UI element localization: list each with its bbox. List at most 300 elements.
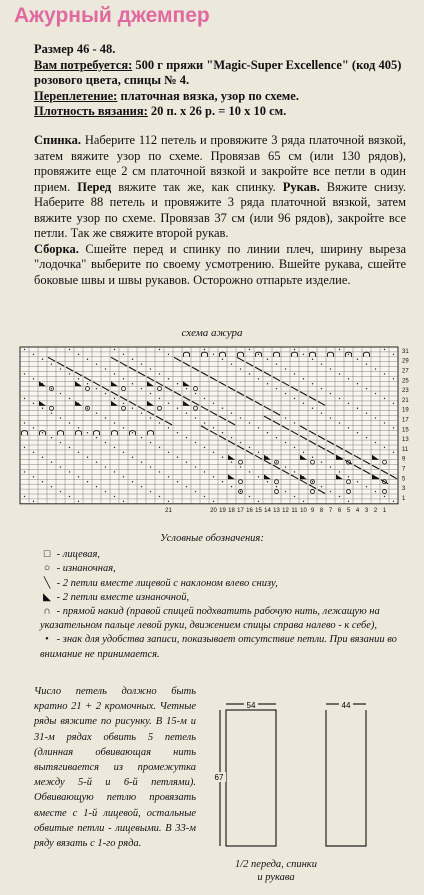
dot-mark <box>105 393 106 394</box>
dot-mark <box>42 432 43 433</box>
dot-mark <box>366 437 367 438</box>
legend <box>0 532 424 662</box>
instructions <box>34 133 406 288</box>
dot-mark <box>249 471 250 472</box>
dot-mark <box>330 466 331 467</box>
dot-mark <box>186 437 187 438</box>
dot-mark <box>141 437 142 438</box>
dot-mark <box>204 422 205 423</box>
col-number: 6 <box>337 507 342 514</box>
dot-mark <box>339 373 340 374</box>
dot-mark <box>159 349 160 350</box>
dot-mark <box>33 476 34 477</box>
dot-mark <box>222 481 223 482</box>
dot-mark <box>24 471 25 472</box>
dot-mark <box>78 427 79 428</box>
legend-text: - 2 петли вместе лицевой с наклоном влево снизу, <box>54 577 278 589</box>
body-height-label: 67 <box>214 773 224 782</box>
materials-line <box>34 58 404 89</box>
col-number: 9 <box>310 507 315 514</box>
dot-mark <box>96 363 97 364</box>
dot-mark <box>204 447 205 448</box>
dot-mark <box>285 393 286 394</box>
dot-mark <box>357 481 358 482</box>
front-label: Перед <box>70 179 112 194</box>
dot-mark <box>267 383 268 384</box>
col-number: 11 <box>291 507 298 514</box>
row-number: 15 <box>402 427 409 434</box>
dot-mark <box>42 359 43 360</box>
row-number: 27 <box>402 368 409 375</box>
dot-mark <box>168 452 169 453</box>
dot-mark <box>132 383 133 384</box>
dot-mark <box>384 496 385 497</box>
dot-mark <box>249 447 250 448</box>
dot-mark <box>249 496 250 497</box>
dot-mark <box>303 501 304 502</box>
dot-mark <box>195 442 196 443</box>
dot-mark <box>384 349 385 350</box>
density-label: Плотность вязания: <box>34 104 148 118</box>
dot-mark <box>285 368 286 369</box>
dot-mark <box>150 466 151 467</box>
body-outline <box>226 710 276 846</box>
density-text: 20 п. х 26 р. = 10 х 10 см. <box>147 104 287 118</box>
dot-mark <box>267 481 268 482</box>
dot-mark <box>339 398 340 399</box>
materials-text: 500 г пряжи "Magic-Super Excellence" (код 405) розового цвета, спицы № 4. <box>34 57 402 87</box>
col-number: 8 <box>319 507 324 514</box>
dot-mark <box>123 378 124 379</box>
circle-icon: ○ <box>43 563 51 575</box>
dot-mark <box>60 393 61 394</box>
col-number: 17 <box>237 507 244 514</box>
dot-mark <box>60 442 61 443</box>
dot-mark <box>150 393 151 394</box>
dot-mark <box>60 368 61 369</box>
dot-mark <box>294 398 295 399</box>
dot-mark <box>141 412 142 413</box>
weave-text: платочная вязка, узор по схеме. <box>117 88 299 103</box>
row-number: 23 <box>402 388 409 395</box>
dot-mark <box>375 491 376 492</box>
dot-mark <box>375 442 376 443</box>
row-number: 25 <box>402 378 409 385</box>
dot-mark <box>276 461 277 462</box>
assembly-label: Сборка. <box>34 241 79 256</box>
col-number: 2 <box>373 507 378 514</box>
dot-mark <box>240 442 241 443</box>
dot-mark <box>231 437 232 438</box>
assembly-paragraph <box>34 242 406 289</box>
dot-mark <box>213 354 214 355</box>
dot-mark <box>60 417 61 418</box>
materials-label: Вам потребуется: <box>34 57 133 72</box>
dot-mark <box>141 363 142 364</box>
dot-mark <box>33 501 34 502</box>
pattern-caption-line: и рукава <box>257 872 295 883</box>
dot-mark <box>339 496 340 497</box>
dot-mark <box>330 368 331 369</box>
dot-mark <box>231 461 232 462</box>
row-number: 3 <box>402 486 406 493</box>
dot-mark <box>33 403 34 404</box>
pattern-diagram <box>208 700 408 850</box>
dot-mark <box>393 452 394 453</box>
dot-mark <box>384 422 385 423</box>
dot-mark <box>231 486 232 487</box>
legend-item-nostitch <box>0 633 424 661</box>
sleeve-width-label: 44 <box>341 701 351 710</box>
row-number: 7 <box>402 466 406 473</box>
weave-line <box>34 89 404 105</box>
dot-mark <box>60 491 61 492</box>
dot-mark <box>78 501 79 502</box>
dot-mark <box>213 427 214 428</box>
dot-mark <box>330 491 331 492</box>
col-number: 20 <box>210 507 217 514</box>
dot-mark <box>141 461 142 462</box>
dot-mark <box>312 359 313 360</box>
dot-mark <box>357 432 358 433</box>
dot-mark <box>24 349 25 350</box>
dot-mark <box>150 368 151 369</box>
sleeve-label: Рукав. <box>275 179 320 194</box>
dot-mark <box>69 349 70 350</box>
dot-mark <box>249 373 250 374</box>
dot-mark <box>24 447 25 448</box>
dot-mark <box>69 422 70 423</box>
dot-mark <box>249 422 250 423</box>
dot-mark <box>204 496 205 497</box>
dot-mark <box>24 496 25 497</box>
row-number: 17 <box>402 417 409 424</box>
dot-mark <box>375 368 376 369</box>
dot-mark <box>222 432 223 433</box>
dot-mark <box>132 457 133 458</box>
dot-mark <box>393 354 394 355</box>
dot-mark <box>24 422 25 423</box>
dot-mark <box>231 363 232 364</box>
col-number: 15 <box>255 507 262 514</box>
dot-mark <box>240 417 241 418</box>
dot-mark <box>24 373 25 374</box>
back-text: Наберите 112 петель и провяжите 3 ряда платочной вязкой, затем вяжите узор по схеме. Провязав 65 см (или 130 рядов), провяжите еще 2 см платочной вязкой и закройте все петли в один прием. <box>34 133 406 194</box>
dot-mark <box>159 373 160 374</box>
dot-mark <box>186 461 187 462</box>
back-label: Спинка. <box>34 133 82 147</box>
row-number: 11 <box>402 446 409 453</box>
row-number: 21 <box>402 397 409 404</box>
legend-heading: Условные обозначения: <box>160 533 264 544</box>
schema-title: схема ажура <box>181 327 243 339</box>
dot-mark <box>69 373 70 374</box>
dot-mark <box>195 417 196 418</box>
dot-mark <box>186 486 187 487</box>
dot-mark <box>276 437 277 438</box>
dot-mark <box>240 368 241 369</box>
row-number: 19 <box>402 407 409 414</box>
dot-mark <box>159 422 160 423</box>
stitch-note: Число петель должно быть кратно 21 + 2 кромочных. Четные ряды вяжите по рисунку. В 15-м и 31-м рядах обвить 5 петель (длинная обвивающая нить вытягивается из промежутка между 5-й и 6-й петлями). Обвивающую петлю провязать вместе с 1-й лицевой, остальные обвитые петли - лицевыми. В 33-м ряду вязать с 1-го ряда. <box>34 686 196 850</box>
dot-mark <box>321 412 322 413</box>
dot-mark <box>78 378 79 379</box>
dot-mark <box>195 393 196 394</box>
dot-mark <box>177 408 178 409</box>
col-number: 1 <box>382 507 387 514</box>
dot-mark <box>159 398 160 399</box>
dot-mark <box>294 373 295 374</box>
dot-mark <box>321 363 322 364</box>
dot-mark <box>348 378 349 379</box>
legend-text: - изнаночная, <box>54 563 116 575</box>
dot-mark <box>168 501 169 502</box>
dot-mark <box>303 403 304 404</box>
dot-mark <box>159 471 160 472</box>
dot-mark <box>213 476 214 477</box>
dot-mark <box>87 457 88 458</box>
dot-mark <box>339 471 340 472</box>
dot-mark <box>258 427 259 428</box>
dot-mark <box>87 383 88 384</box>
dot-mark <box>366 388 367 389</box>
dot-mark <box>168 476 169 477</box>
dot-mark <box>384 398 385 399</box>
dot-mark <box>177 383 178 384</box>
dot-mark <box>87 408 88 409</box>
legend-text: - знак для удобства записи, показывает отсутствие петли. При вязании во внимание не принимается. <box>40 634 397 660</box>
dot-mark <box>159 496 160 497</box>
col-number: 13 <box>273 507 280 514</box>
dot-mark <box>123 452 124 453</box>
dot-mark <box>204 471 205 472</box>
dot-mark <box>204 398 205 399</box>
dot-mark <box>141 388 142 389</box>
col-number: 7 <box>328 507 333 514</box>
dot-mark <box>96 461 97 462</box>
row-number: 29 <box>402 358 409 365</box>
dot-mark <box>51 486 52 487</box>
dot-mark <box>294 349 295 350</box>
dot-mark <box>357 383 358 384</box>
dot-mark <box>33 378 34 379</box>
pattern-caption-line: 1/2 переда, спинки <box>235 859 317 870</box>
col-number: 5 <box>346 507 351 514</box>
dot-mark <box>123 427 124 428</box>
dot-mark <box>168 354 169 355</box>
dot-mark <box>348 403 349 404</box>
dot-mark <box>177 481 178 482</box>
front-text: вяжите так же, как спинку. <box>111 179 276 194</box>
dot-mark <box>222 457 223 458</box>
dot-mark <box>114 471 115 472</box>
dot-mark <box>42 408 43 409</box>
dot-mark <box>42 457 43 458</box>
triangle-icon: ◣ <box>42 591 52 603</box>
dot-mark <box>330 393 331 394</box>
dot-mark <box>114 447 115 448</box>
dot-mark <box>303 452 304 453</box>
dot-mark <box>114 373 115 374</box>
dot-mark <box>285 417 286 418</box>
dot-mark <box>294 471 295 472</box>
dot-mark <box>249 349 250 350</box>
dot-mark <box>258 476 259 477</box>
assembly-text: Сшейте перед и спинку по линии плеч, ширину выреза "лодочка" выберите по своему усмотрению. Вшейте рукава, сшейте боковые швы и швы рукавов. Осторожно отпарьте изделие. <box>34 241 406 287</box>
dot-mark <box>150 417 151 418</box>
dot-mark <box>240 466 241 467</box>
dot-mark <box>258 378 259 379</box>
dot-icon: • <box>45 634 49 646</box>
legend-text: - лицевая, <box>54 549 100 561</box>
dot-mark <box>132 481 133 482</box>
dot-mark <box>105 466 106 467</box>
dot-mark <box>123 476 124 477</box>
dot-mark <box>204 349 205 350</box>
dot-mark <box>51 437 52 438</box>
dot-mark <box>186 388 187 389</box>
dot-mark <box>267 359 268 360</box>
dot-mark <box>60 466 61 467</box>
col-number: 12 <box>282 507 289 514</box>
page-title: Ажурный джемпер <box>14 4 210 27</box>
dot-mark <box>321 388 322 389</box>
dot-mark <box>285 466 286 467</box>
dot-mark <box>393 501 394 502</box>
dot-mark <box>96 412 97 413</box>
row-number: 5 <box>402 476 406 483</box>
dot-mark <box>96 437 97 438</box>
dot-mark <box>69 398 70 399</box>
legend-item-k2tog <box>0 577 424 591</box>
row-number: 1 <box>402 495 406 502</box>
col-number: 10 <box>300 507 307 514</box>
diagonal-icon: ╲ <box>43 577 51 589</box>
dot-mark <box>87 432 88 433</box>
dot-mark <box>78 354 79 355</box>
col-number: 18 <box>228 507 235 514</box>
legend-item-p2tog <box>0 591 424 605</box>
dot-mark <box>168 403 169 404</box>
square-icon: □ <box>43 549 51 561</box>
legend-item-knit <box>0 548 424 562</box>
dot-mark <box>312 383 313 384</box>
dot-mark <box>294 422 295 423</box>
dot-mark <box>213 501 214 502</box>
dot-mark <box>285 491 286 492</box>
arch-icon: ∩ <box>43 606 51 618</box>
dot-mark <box>123 403 124 404</box>
dot-mark <box>177 457 178 458</box>
dot-mark <box>51 461 52 462</box>
dot-mark <box>78 452 79 453</box>
dot-mark <box>141 486 142 487</box>
dot-mark <box>393 427 394 428</box>
dot-mark <box>114 422 115 423</box>
dot-mark <box>339 349 340 350</box>
col-number: 19 <box>219 507 226 514</box>
dot-mark <box>384 373 385 374</box>
dot-mark <box>258 354 259 355</box>
lace-chart <box>16 343 420 515</box>
density-line <box>34 104 404 120</box>
dot-mark <box>132 432 133 433</box>
back-paragraph <box>34 133 406 242</box>
legend-item-purl <box>0 562 424 576</box>
dot-mark <box>330 417 331 418</box>
col-number: 3 <box>364 507 369 514</box>
dot-mark <box>375 393 376 394</box>
dot-mark <box>96 388 97 389</box>
dot-mark <box>276 388 277 389</box>
dot-mark <box>348 501 349 502</box>
dot-mark <box>69 496 70 497</box>
dot-mark <box>303 354 304 355</box>
col-number: 14 <box>264 507 271 514</box>
dot-mark <box>150 491 151 492</box>
dot-mark <box>339 422 340 423</box>
dot-mark <box>87 359 88 360</box>
dot-mark <box>123 501 124 502</box>
dot-mark <box>213 452 214 453</box>
col-number: 16 <box>246 507 253 514</box>
dot-mark <box>366 363 367 364</box>
dot-mark <box>177 432 178 433</box>
dot-mark <box>123 354 124 355</box>
dot-mark <box>393 403 394 404</box>
dot-mark <box>114 349 115 350</box>
dot-mark <box>195 491 196 492</box>
dot-mark <box>357 408 358 409</box>
dot-mark <box>114 398 115 399</box>
dot-mark <box>42 481 43 482</box>
dot-mark <box>195 466 196 467</box>
dot-mark <box>105 491 106 492</box>
dot-mark <box>294 447 295 448</box>
dot-mark <box>276 363 277 364</box>
col-number: 21 <box>165 507 172 514</box>
dot-mark <box>321 461 322 462</box>
dot-mark <box>33 452 34 453</box>
dot-mark <box>51 412 52 413</box>
dot-mark <box>375 417 376 418</box>
dot-mark <box>294 496 295 497</box>
dot-mark <box>168 378 169 379</box>
dot-mark <box>87 481 88 482</box>
row-number: 9 <box>402 456 406 463</box>
legend-text: - прямой накид (правой спицей подхватить рабочую нить, лежащую на указательном пальце левой руки, движением спицы справа налево - к себе), <box>40 606 380 632</box>
dot-mark <box>222 359 223 360</box>
dot-mark <box>321 486 322 487</box>
dot-mark <box>132 359 133 360</box>
dot-mark <box>33 427 34 428</box>
dot-mark <box>312 481 313 482</box>
pattern-caption <box>216 858 336 884</box>
dot-mark <box>366 412 367 413</box>
dot-mark <box>24 398 25 399</box>
dot-mark <box>114 496 115 497</box>
dot-mark <box>105 417 106 418</box>
dot-mark <box>231 412 232 413</box>
legend-item-yarnover <box>0 605 424 633</box>
dot-mark <box>105 442 106 443</box>
dot-mark <box>384 447 385 448</box>
sleeve-outline <box>326 710 366 846</box>
dot-mark <box>258 452 259 453</box>
dot-mark <box>222 408 223 409</box>
dot-mark <box>186 412 187 413</box>
dot-mark <box>105 368 106 369</box>
